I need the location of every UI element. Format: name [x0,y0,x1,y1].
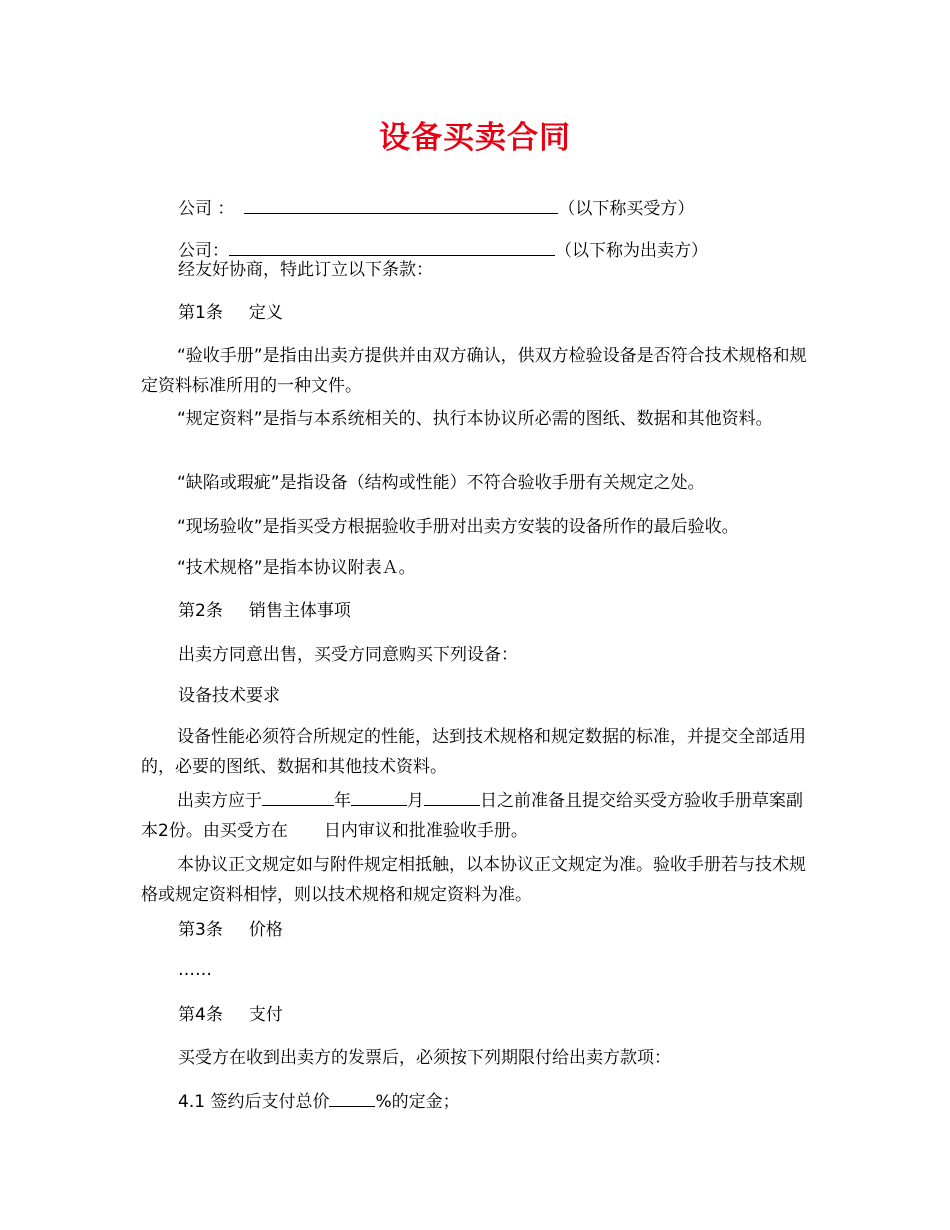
day-blank [424,789,480,806]
article-4-number: 第4条 [178,1005,223,1025]
month-blank [351,789,407,806]
intro-text: 经友好协商，特此订立以下条款： [178,260,433,280]
deposit-text-b: %的定金； [375,1092,460,1112]
article-3-number: 第3条 [178,920,223,940]
article-1-name: 定义 [248,303,283,323]
year-blank [262,789,334,806]
article-1-number: 第1条 [178,303,223,323]
definition-technical-spec: “技术规格”是指本协议附表Ａ。 [177,558,416,578]
article-4-heading [178,1005,283,1025]
deposit-text-a: 4.1 签约后支付总价 [178,1092,330,1112]
party-a-label: 公司 ： [178,199,235,219]
deadline-text-a: 出卖方应于 [177,791,262,811]
party-b-note: （以下称为出卖方） [555,241,708,261]
definition-acceptance-manual: “验收手册”是指由出卖方提供并由双方确认，供双方检验设备是否符合技术规格和规定资料标准所用的一种文件。 [141,346,807,396]
definition-site-acceptance: “现场验收”是指买受方根据验收手册对出卖方安装的设备所作的最后验收。 [177,517,739,537]
party-b-blank [229,239,555,256]
article-2-deadline [141,786,813,846]
article-2-precedence: 本协议正文规定如与附件规定相抵触，以本协议正文规定为准。验收手册若与技术规格或规定资料相悖，则以技术规格和规定资料为准。 [141,855,806,905]
article-4-payment-terms: 买受方在收到出卖方的发票后，必须按下列期限付给出卖方款项： [178,1048,671,1068]
article-1-heading [178,303,283,323]
definition-defect: “缺陷或瑕疵”是指设备（结构或性能）不符合验收手册有关规定之处。 [177,473,705,493]
definition-specified-data: “规定资料”是指与本系统相关的、执行本协议所必需的图纸、数据和其他资料。 [177,409,773,429]
party-b-label: 公司： [178,241,229,261]
article-2-number: 第2条 [178,601,223,621]
party-a-line [178,197,694,219]
deadline-text-c: 日内审议和批准验收手册。 [323,821,528,841]
year-label: 年 [334,791,351,811]
article-2-heading [178,601,351,621]
month-label: 月 [407,791,424,811]
article-4-deposit [178,1090,460,1112]
party-b-line [178,239,708,261]
article-3-heading [178,920,283,940]
document-title: 设备买卖合同 [379,120,571,156]
article-2-sale-agreement: 出卖方同意出售，买受方同意购买下列设备： [178,645,518,665]
party-a-note: （以下称买受方） [558,199,695,219]
article-2-performance: 设备性能必须符合所规定的性能，达到技术规格和规定数据的标准，并提交全部适用的，必要的图纸、数据和其他技术资料。 [141,727,806,777]
deposit-percent-blank [329,1090,375,1107]
article-4-name: 支付 [248,1005,283,1025]
article-2-name: 销售主体事项 [248,601,351,621]
article-2-tech-requirements: 设备技术要求 [178,686,280,706]
party-a-blank [244,197,558,214]
ellipsis: …… [178,960,212,980]
article-3-name: 价格 [248,920,283,940]
deadline-text-b: 日之前准备且提交给买受方验收手册草案副本2份。由买受方在 [141,791,803,841]
